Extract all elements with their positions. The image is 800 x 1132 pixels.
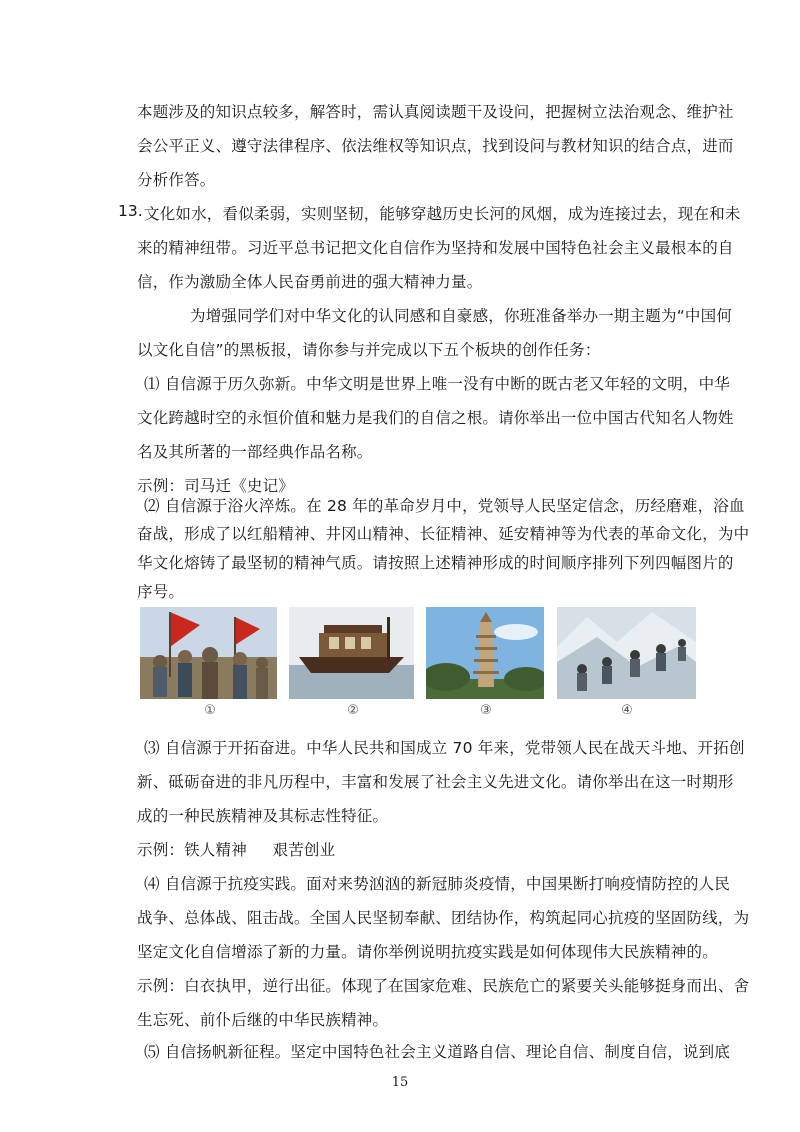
picture-1-red-army <box>140 607 277 699</box>
part1-line-3: 名及其所著的一部经典作品名称。 <box>137 443 373 461</box>
part2-line-1: ⑵ 自信源于浴火淬炼。在 28 年的革命岁月中，党领导人民坚定信念，历经磨难，浴血 <box>144 497 745 515</box>
part5-line-1: ⑸ 自信扬帆新征程。坚定中国特色社会主义道路自信、理论自信、制度自信，说到底 <box>144 1043 731 1061</box>
part1-line-1: ⑴ 自信源于历久弥新。中华文明是世界上唯一没有中断的既古老又年轻的文明，中华 <box>144 375 731 393</box>
part3-line-3: 成的一种民族精神及其标志性特征。 <box>137 807 389 825</box>
part4-line-2: 战争、总体战、阻击战。全国人民坚韧奉献、团结协作，构筑起同心抗疫的坚固防线，为 <box>137 909 750 927</box>
part4-example-line-2: 生忘死、前仆后继的中华民族精神。 <box>137 1011 389 1029</box>
task-line-1: 为增强同学们对中华文化的认同感和自豪感，你班准备举办一期主题为“中国何 <box>190 307 733 325</box>
page-number: 15 <box>391 1075 409 1090</box>
question-number: 13. <box>118 202 143 220</box>
part3-line-2: 新、砥砺奋进的非凡历程中，丰富和发展了社会主义先进文化。请你举出在这一时期形 <box>137 773 734 791</box>
picture-2-caption: ② <box>347 703 359 718</box>
part4-line-1: ⑷ 自信源于抗疫实践。面对来势汹汹的新冠肺炎疫情，中国果断打响疫情防控的人民 <box>144 875 731 893</box>
stem-line-2: 来的精神纽带。习近平总书记把文化自信作为坚持和发展中国特色社会主义最根本的自 <box>137 239 734 257</box>
intro-line-3: 分析作答。 <box>137 171 216 189</box>
stem-line-1: 文化如水，看似柔弱，实则坚韧，能够穿越历史长河的风烟，成为连接过去，现在和未 <box>144 205 741 223</box>
intro-line-2: 会公平正义、遵守法律程序、依法维权等知识点，找到设问与教材知识的结合点，进而 <box>137 137 734 155</box>
picture-1-caption: ① <box>204 703 216 718</box>
part3-example: 示例：铁人精神 艰苦创业 <box>137 841 336 859</box>
task-line-2: 以文化自信”的黑板报，请你参与并完成以下五个板块的创作任务： <box>137 341 601 359</box>
part2-line-4: 序号。 <box>137 583 185 601</box>
part2-line-3: 华文化熔铸了最坚韧的精神气质。请按照上述精神形成的时间顺序排列下列四幅图片的 <box>137 554 734 572</box>
part1-example: 示例：司马迁《史记》 <box>137 477 295 495</box>
part4-example-line-1: 示例：白衣执甲，逆行出征。体现了在国家危难、民族危亡的紧要关头能够挺身而出、舍 <box>137 977 750 995</box>
intro-line-1: 本题涉及的知识点较多，解答时，需认真阅读题干及设问，把握树立法治观念、维护社 <box>137 103 734 121</box>
picture-3-caption: ③ <box>480 703 492 718</box>
part4-line-3: 坚定文化自信增添了新的力量。请你举例说明抗疫实践是如何体现伟大民族精神的。 <box>137 943 718 961</box>
part1-line-2: 文化跨越时空的永恒价值和魅力是我们的自信之根。请你举出一位中国古代知名人物姓 <box>137 409 734 427</box>
stem-line-3: 信，作为激励全体人民奋勇前进的强大精神力量。 <box>137 273 483 291</box>
picture-2-red-boat <box>289 607 414 699</box>
picture-3-pagoda <box>426 607 544 699</box>
part3-line-1: ⑶ 自信源于开拓奋进。中华人民共和国成立 70 年来，党带领人民在战天斗地、开拓创 <box>144 739 745 757</box>
part2-line-2: 奋战，形成了以红船精神、井冈山精神、长征精神、延安精神等为代表的革命文化，为中 <box>137 525 750 543</box>
picture-4-caption: ④ <box>621 703 633 718</box>
picture-4-long-march <box>557 607 696 699</box>
